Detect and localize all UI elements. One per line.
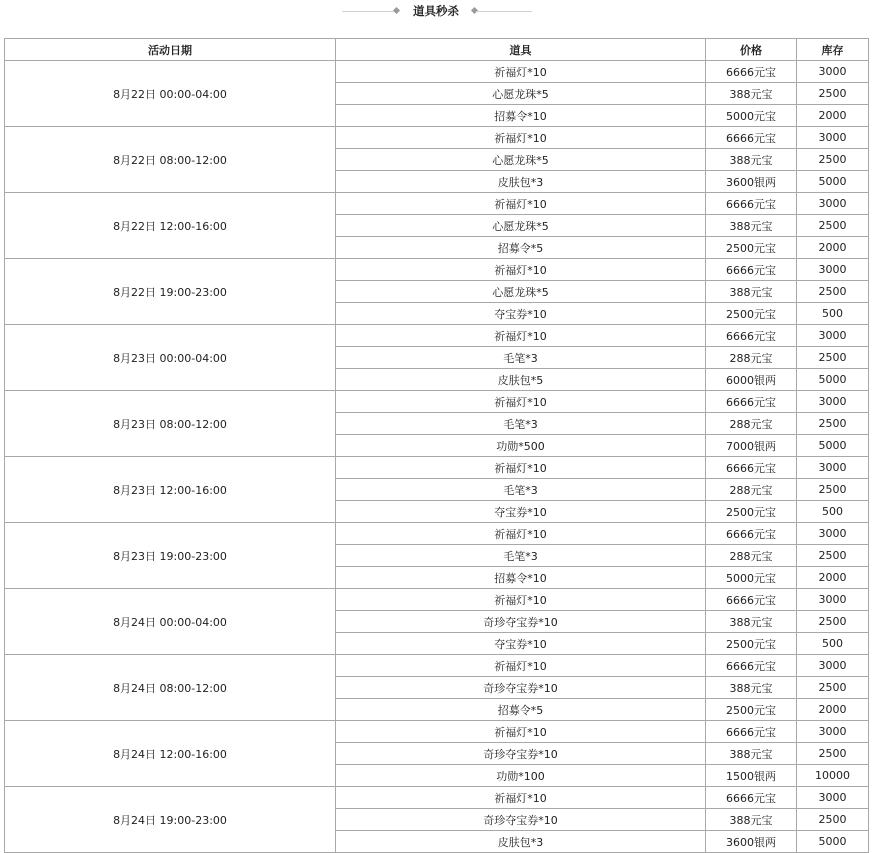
item-stock-cell: 2500: [797, 149, 869, 171]
item-name-cell: 招募令*10: [336, 105, 706, 127]
session-date-cell: 8月24日 19:00-23:00: [5, 787, 336, 853]
item-stock-cell: 3000: [797, 61, 869, 83]
table-row: [5, 61, 869, 83]
table-row: [5, 325, 869, 347]
item-stock-cell: 3000: [797, 589, 869, 611]
item-name-cell: 祈福灯*10: [336, 61, 706, 83]
item-name-cell: 毛笔*3: [336, 347, 706, 369]
item-price-cell: 2500元宝: [706, 303, 797, 325]
item-stock-cell: 5000: [797, 369, 869, 391]
header-date: 活动日期: [5, 39, 336, 61]
item-price-cell: 1500银两: [706, 765, 797, 787]
title-divider-right: [476, 11, 532, 12]
item-name-cell: 功勋*500: [336, 435, 706, 457]
table-row: [5, 787, 869, 809]
item-name-cell: 招募令*5: [336, 699, 706, 721]
header-stock: 库存: [797, 39, 869, 61]
item-name-cell: 功勋*100: [336, 765, 706, 787]
session-date-cell: 8月23日 12:00-16:00: [5, 457, 336, 523]
item-price-cell: 2500元宝: [706, 699, 797, 721]
item-price-cell: 6666元宝: [706, 259, 797, 281]
item-price-cell: 6666元宝: [706, 127, 797, 149]
item-price-cell: 7000银两: [706, 435, 797, 457]
item-stock-cell: 2000: [797, 105, 869, 127]
item-stock-cell: 2000: [797, 237, 869, 259]
item-price-cell: 6666元宝: [706, 391, 797, 413]
item-stock-cell: 3000: [797, 325, 869, 347]
item-price-cell: 6666元宝: [706, 325, 797, 347]
session-date-cell: 8月22日 12:00-16:00: [5, 193, 336, 259]
item-stock-cell: 2500: [797, 677, 869, 699]
item-stock-cell: 5000: [797, 435, 869, 457]
item-name-cell: 祈福灯*10: [336, 787, 706, 809]
item-name-cell: 祈福灯*10: [336, 457, 706, 479]
table-row: [5, 457, 869, 479]
header-price: 价格: [706, 39, 797, 61]
item-price-cell: 2500元宝: [706, 633, 797, 655]
item-name-cell: 祈福灯*10: [336, 721, 706, 743]
item-price-cell: 2500元宝: [706, 237, 797, 259]
item-stock-cell: 10000: [797, 765, 869, 787]
item-stock-cell: 2500: [797, 215, 869, 237]
item-price-cell: 288元宝: [706, 545, 797, 567]
item-name-cell: 祈福灯*10: [336, 193, 706, 215]
item-price-cell: 6666元宝: [706, 787, 797, 809]
item-name-cell: 祈福灯*10: [336, 127, 706, 149]
item-name-cell: 心愿龙珠*5: [336, 149, 706, 171]
session-date-cell: 8月23日 19:00-23:00: [5, 523, 336, 589]
section-header: [0, 0, 873, 24]
item-price-cell: 6666元宝: [706, 655, 797, 677]
item-stock-cell: 2500: [797, 83, 869, 105]
item-stock-cell: 3000: [797, 193, 869, 215]
item-price-cell: 6666元宝: [706, 589, 797, 611]
item-price-cell: 388元宝: [706, 809, 797, 831]
item-name-cell: 祈福灯*10: [336, 655, 706, 677]
item-name-cell: 夺宝券*10: [336, 501, 706, 523]
item-name-cell: 奇珍夺宝券*10: [336, 809, 706, 831]
item-stock-cell: 2000: [797, 567, 869, 589]
item-price-cell: 388元宝: [706, 611, 797, 633]
item-stock-cell: 2500: [797, 281, 869, 303]
item-name-cell: 皮肤包*3: [336, 171, 706, 193]
session-date-cell: 8月24日 12:00-16:00: [5, 721, 336, 787]
item-stock-cell: 3000: [797, 259, 869, 281]
item-name-cell: 奇珍夺宝券*10: [336, 611, 706, 633]
item-price-cell: 3600银两: [706, 171, 797, 193]
session-date-cell: 8月23日 00:00-04:00: [5, 325, 336, 391]
item-price-cell: 388元宝: [706, 281, 797, 303]
item-price-cell: 388元宝: [706, 215, 797, 237]
item-name-cell: 招募令*10: [336, 567, 706, 589]
item-price-cell: 388元宝: [706, 83, 797, 105]
item-stock-cell: 2500: [797, 479, 869, 501]
item-price-cell: 6666元宝: [706, 193, 797, 215]
header-row: [5, 39, 869, 61]
item-name-cell: 毛笔*3: [336, 479, 706, 501]
item-stock-cell: 2500: [797, 611, 869, 633]
item-stock-cell: 3000: [797, 127, 869, 149]
item-stock-cell: 500: [797, 633, 869, 655]
item-stock-cell: 5000: [797, 831, 869, 853]
item-stock-cell: 2000: [797, 699, 869, 721]
item-price-cell: 5000元宝: [706, 567, 797, 589]
item-price-cell: 6666元宝: [706, 523, 797, 545]
item-stock-cell: 3000: [797, 787, 869, 809]
table-row: [5, 193, 869, 215]
item-name-cell: 皮肤包*5: [336, 369, 706, 391]
item-price-cell: 388元宝: [706, 149, 797, 171]
item-price-cell: 6666元宝: [706, 721, 797, 743]
table-row: [5, 259, 869, 281]
item-price-cell: 288元宝: [706, 479, 797, 501]
table-row: [5, 127, 869, 149]
item-price-cell: 2500元宝: [706, 501, 797, 523]
item-price-cell: 5000元宝: [706, 105, 797, 127]
item-stock-cell: 3000: [797, 391, 869, 413]
item-price-cell: 288元宝: [706, 413, 797, 435]
item-stock-cell: 3000: [797, 523, 869, 545]
flash-sale-table: [4, 38, 869, 853]
table-body: [5, 61, 869, 853]
item-stock-cell: 2500: [797, 545, 869, 567]
item-name-cell: 毛笔*3: [336, 413, 706, 435]
item-stock-cell: 5000: [797, 171, 869, 193]
item-price-cell: 3600银两: [706, 831, 797, 853]
item-name-cell: 心愿龙珠*5: [336, 281, 706, 303]
item-stock-cell: 3000: [797, 457, 869, 479]
item-name-cell: 祈福灯*10: [336, 523, 706, 545]
item-stock-cell: 2500: [797, 809, 869, 831]
item-stock-cell: 3000: [797, 721, 869, 743]
session-date-cell: 8月22日 19:00-23:00: [5, 259, 336, 325]
header-item: 道具: [336, 39, 706, 61]
table-row: [5, 655, 869, 677]
session-date-cell: 8月24日 00:00-04:00: [5, 589, 336, 655]
item-stock-cell: 2500: [797, 413, 869, 435]
item-stock-cell: 500: [797, 501, 869, 523]
session-date-cell: 8月23日 08:00-12:00: [5, 391, 336, 457]
item-stock-cell: 3000: [797, 655, 869, 677]
item-price-cell: 6666元宝: [706, 61, 797, 83]
item-name-cell: 夺宝券*10: [336, 633, 706, 655]
table-row: [5, 589, 869, 611]
item-name-cell: 毛笔*3: [336, 545, 706, 567]
item-name-cell: 祈福灯*10: [336, 325, 706, 347]
item-stock-cell: 2500: [797, 347, 869, 369]
session-date-cell: 8月24日 08:00-12:00: [5, 655, 336, 721]
title-divider-left: [342, 11, 398, 12]
item-name-cell: 夺宝券*10: [336, 303, 706, 325]
table-row: [5, 391, 869, 413]
item-stock-cell: 2500: [797, 743, 869, 765]
item-name-cell: 心愿龙珠*5: [336, 215, 706, 237]
item-name-cell: 招募令*5: [336, 237, 706, 259]
item-price-cell: 388元宝: [706, 743, 797, 765]
page-title: 道具秒杀: [413, 4, 459, 18]
item-name-cell: 心愿龙珠*5: [336, 83, 706, 105]
item-price-cell: 288元宝: [706, 347, 797, 369]
item-name-cell: 奇珍夺宝券*10: [336, 677, 706, 699]
item-price-cell: 6666元宝: [706, 457, 797, 479]
item-name-cell: 奇珍夺宝券*10: [336, 743, 706, 765]
item-name-cell: 祈福灯*10: [336, 259, 706, 281]
item-price-cell: 6000银两: [706, 369, 797, 391]
table-header: [5, 39, 869, 61]
item-stock-cell: 500: [797, 303, 869, 325]
table-row: [5, 523, 869, 545]
session-date-cell: 8月22日 00:00-04:00: [5, 61, 336, 127]
item-name-cell: 祈福灯*10: [336, 391, 706, 413]
item-name-cell: 皮肤包*3: [336, 831, 706, 853]
item-price-cell: 388元宝: [706, 677, 797, 699]
session-date-cell: 8月22日 08:00-12:00: [5, 127, 336, 193]
diamond-left-icon: [393, 7, 400, 14]
table-row: [5, 721, 869, 743]
item-name-cell: 祈福灯*10: [336, 589, 706, 611]
